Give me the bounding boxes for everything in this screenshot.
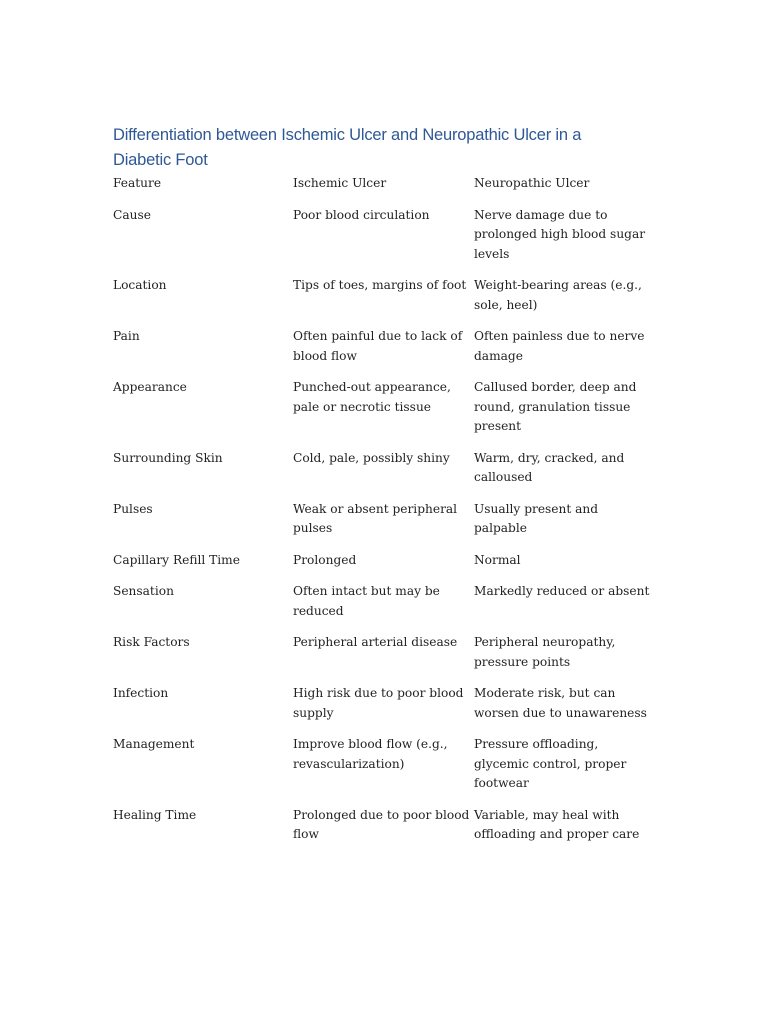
neuropathic-cell: Markedly reduced or absent — [474, 584, 650, 598]
ischemic-cell: High risk due to poor blood supply — [293, 686, 464, 720]
feature-cell: Pain — [113, 329, 140, 343]
ischemic-cell: Peripheral arterial disease — [293, 635, 458, 649]
feature-cell: Location — [113, 278, 167, 292]
table-row — [113, 551, 653, 583]
ischemic-cell: Cold, pale, possibly shiny — [293, 450, 450, 465]
table-row — [113, 327, 653, 378]
ischemic-cell: Poor blood circulation — [293, 207, 430, 222]
neuropathic-cell: Warm, dry, cracked, and calloused — [474, 450, 625, 484]
feature-cell: Pulses — [113, 501, 153, 516]
feature-cell: Surrounding Skin — [113, 450, 223, 465]
feature-cell: Appearance — [113, 380, 187, 394]
feature-cell: Cause — [113, 207, 151, 222]
header-cell-ischemic: Ischemic Ulcer — [293, 176, 387, 190]
ischemic-cell: Often intact but may be reduced — [293, 584, 440, 618]
table-row — [113, 735, 653, 806]
table-row — [113, 449, 653, 500]
neuropathic-cell: Normal — [474, 552, 521, 567]
ischemic-cell: Prolonged due to poor blood flow — [293, 807, 470, 841]
table-row — [113, 276, 653, 327]
ischemic-cell: Prolonged — [293, 552, 357, 567]
ischemic-cell: Often painful due to lack of blood flow — [293, 329, 463, 363]
neuropathic-cell: Often painless due to nerve damage — [474, 329, 645, 363]
feature-cell: Capillary Refill Time — [113, 552, 240, 567]
table-row — [113, 582, 653, 633]
header-cell-feature: Feature — [113, 176, 162, 190]
neuropathic-cell: Moderate risk, but can worsen due to unawareness — [474, 686, 647, 720]
comparison-table — [113, 174, 653, 857]
table-body — [113, 174, 653, 857]
table-header-row — [113, 174, 653, 206]
neuropathic-cell: Pressure offloading, glycemic control, proper footwear — [474, 737, 627, 790]
table-row — [113, 684, 653, 735]
table-row — [113, 378, 653, 449]
table-row — [113, 206, 653, 277]
ischemic-cell: Tips of toes, margins of foot — [293, 278, 467, 292]
feature-cell: Sensation — [113, 584, 174, 598]
neuropathic-cell: Weight-bearing areas (e.g., sole, heel) — [474, 278, 642, 312]
feature-cell: Risk Factors — [113, 635, 190, 649]
neuropathic-cell: Callused border, deep and round, granulation tissue present — [474, 380, 637, 433]
neuropathic-cell: Nerve damage due to prolonged high blood sugar levels — [474, 207, 646, 261]
neuropathic-cell: Peripheral neuropathy, pressure points — [474, 635, 616, 669]
feature-cell: Management — [113, 737, 195, 751]
ischemic-cell: Improve blood flow (e.g., revascularization) — [293, 737, 448, 771]
neuropathic-cell: Usually present and palpable — [474, 501, 599, 535]
feature-cell: Healing Time — [113, 807, 197, 822]
feature-cell: Infection — [113, 686, 169, 700]
neuropathic-cell: Variable, may heal with offloading and proper care — [474, 807, 640, 841]
document-title: Differentiation between Ischemic Ulcer and Neuropathic Ulcer in a Diabetic Foot — [113, 126, 582, 169]
header-cell-neuropathic: Neuropathic Ulcer — [474, 176, 590, 190]
table-row — [113, 806, 653, 857]
ischemic-cell: Weak or absent peripheral pulses — [293, 501, 458, 535]
ischemic-cell: Punched-out appearance, pale or necrotic tissue — [293, 380, 451, 414]
table-row — [113, 633, 653, 684]
table-row — [113, 500, 653, 551]
